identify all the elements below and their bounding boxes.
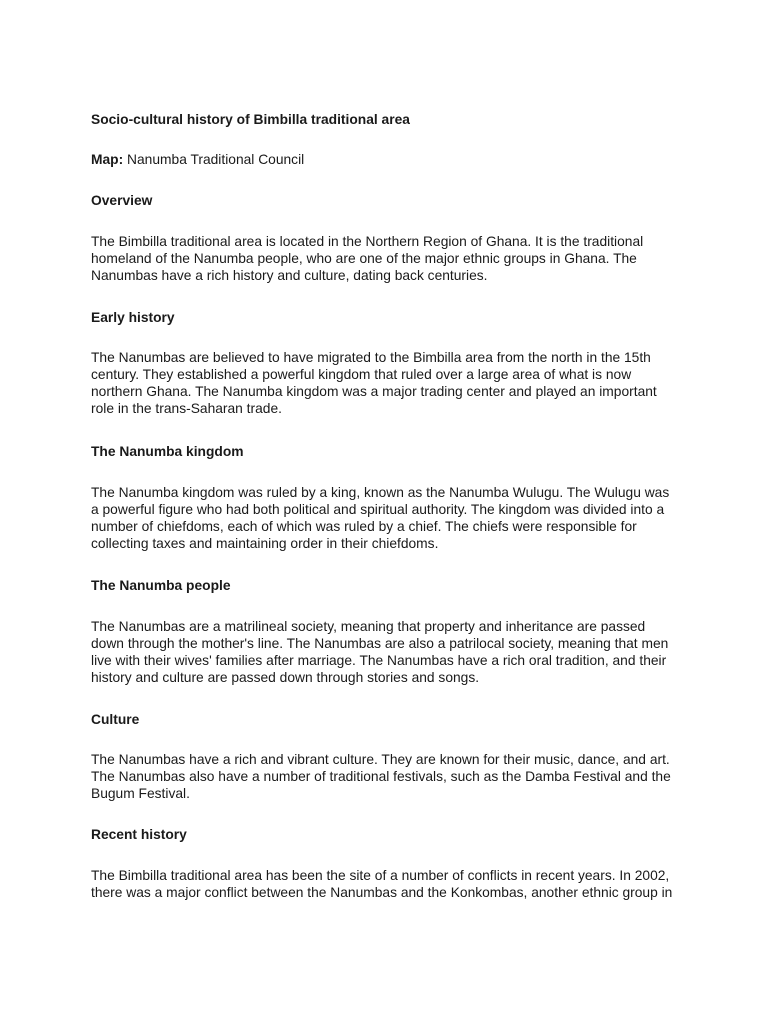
- map-line: [91, 151, 304, 168]
- section-heading-recent-history: Recent history: [91, 827, 187, 842]
- paragraph-line: The Bimbilla traditional area has been the site of a number of conflicts in recent years. In 2002,: [91, 868, 670, 883]
- section-heading-overview: Overview: [91, 193, 153, 208]
- paragraph-line: The Nanumbas have a rich and vibrant culture. They are known for their music, dance, and art.: [91, 752, 670, 767]
- paragraph-line: homeland of the Nanumba people, who are one of the major ethnic groups in Ghana. The: [91, 251, 637, 266]
- paragraph-line: Bugum Festival.: [91, 786, 190, 801]
- section-paragraph-early-history: [91, 349, 681, 417]
- section-paragraph-nanumba-kingdom: [91, 484, 681, 552]
- paragraph-line: The Nanumbas also have a number of traditional festivals, such as the Damba Festival and the: [91, 769, 671, 784]
- paragraph-line: northern Ghana. The Nanumba kingdom was a major trading center and played an important: [91, 384, 657, 399]
- paragraph-line: live with their wives' families after marriage. The Nanumbas have a rich oral tradition, and their: [91, 653, 667, 668]
- map-value: Nanumba Traditional Council: [127, 152, 305, 167]
- paragraph-line: number of chiefdoms, each of which was ruled by a chief. The chiefs were responsible for: [91, 519, 637, 534]
- section-paragraph-recent-history: [91, 867, 681, 901]
- paragraph-line: there was a major conflict between the Nanumbas and the Konkombas, another ethnic group in: [91, 885, 673, 900]
- paragraph-line: The Bimbilla traditional area is located in the Northern Region of Ghana. It is the traditional: [91, 234, 644, 249]
- section-heading-culture: Culture: [91, 712, 140, 727]
- section-heading-early-history: Early history: [91, 310, 175, 325]
- section-paragraph-overview: [91, 233, 681, 284]
- section-paragraph-culture: [91, 751, 681, 802]
- map-label: Map:: [91, 152, 124, 167]
- paragraph-line: century. They established a powerful kingdom that ruled over a large area of what is now: [91, 367, 632, 382]
- section-heading-nanumba-kingdom: The Nanumba kingdom: [91, 444, 244, 459]
- paragraph-line: role in the trans-Saharan trade.: [91, 401, 282, 416]
- document-title: Socio-cultural history of Bimbilla traditional area: [91, 112, 410, 127]
- paragraph-line: history and culture are passed down through stories and songs.: [91, 670, 480, 685]
- section-paragraph-nanumba-people: [91, 618, 681, 686]
- paragraph-line: The Nanumba kingdom was ruled by a king, known as the Nanumba Wulugu. The Wulugu was: [91, 485, 670, 500]
- paragraph-line: down through the mother's line. The Nanumbas are also a patrilocal society, meaning that men: [91, 636, 669, 651]
- section-heading-nanumba-people: The Nanumba people: [91, 578, 231, 593]
- paragraph-line: a powerful figure who had both political and spiritual authority. The kingdom was divided into a: [91, 502, 665, 517]
- paragraph-line: The Nanumbas are believed to have migrated to the Bimbilla area from the north in the 15th: [91, 350, 651, 365]
- paragraph-line: The Nanumbas are a matrilineal society, meaning that property and inheritance are passed: [91, 619, 646, 634]
- paragraph-line: Nanumbas have a rich history and culture, dating back centuries.: [91, 268, 488, 283]
- paragraph-line: collecting taxes and maintaining order in their chiefdoms.: [91, 536, 439, 551]
